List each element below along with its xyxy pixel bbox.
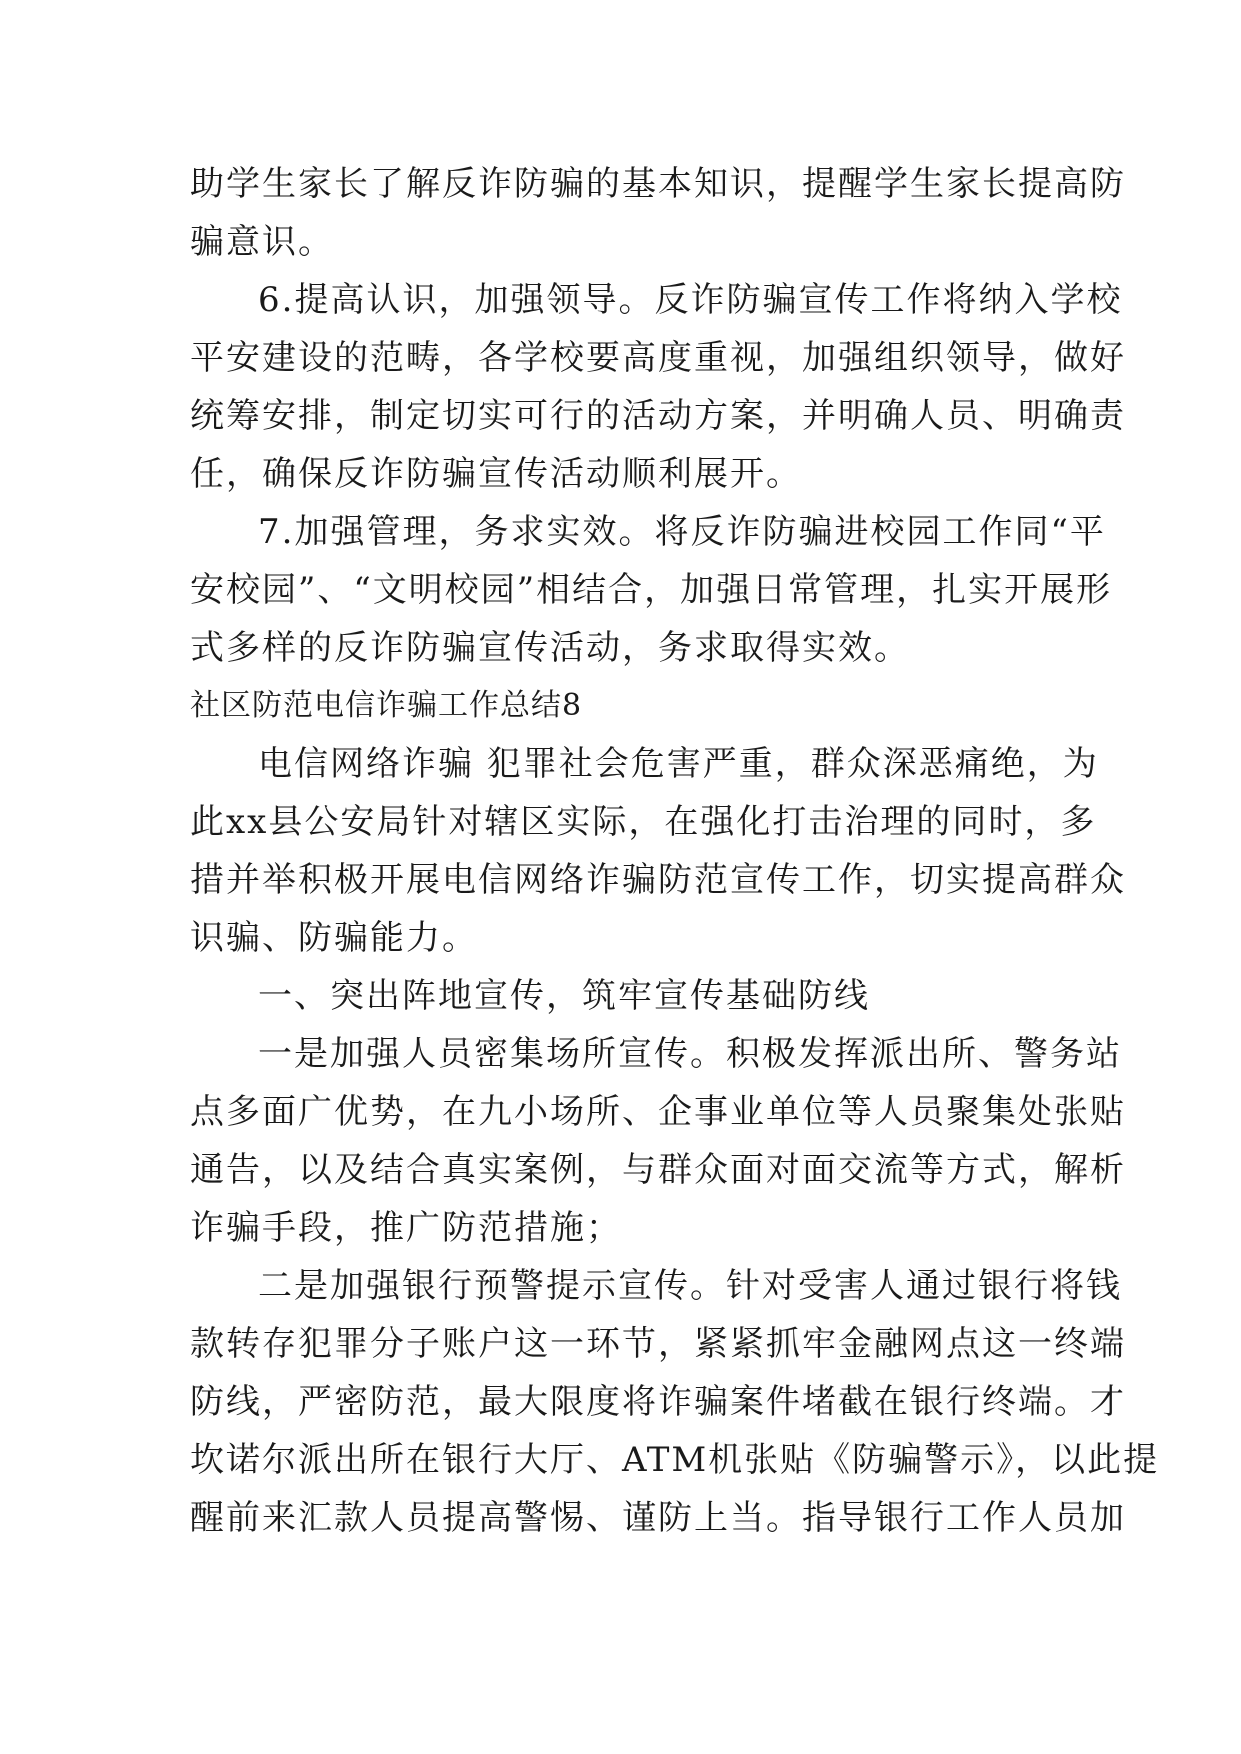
text-line: 平安建设的范畴，各学校要高度重视，加强组织领导，做好 <box>190 338 1126 378</box>
text-line: 助学生家长了解反诈防骗的基本知识，提醒学生家长提高防 <box>190 164 1126 204</box>
text-line: 款转存犯罪分子账户这一环节，紧紧抓牢金融网点这一终端 <box>190 1324 1126 1364</box>
text-line: 6.提高认识，加强领导。反诈防骗宣传工作将纳入学校 <box>258 280 1123 320</box>
text-line: 骗意识。 <box>190 222 334 262</box>
text-line: 任，确保反诈防骗宣传活动顺利展开。 <box>190 454 802 494</box>
section-heading: 社区防范电信诈骗工作总结8 <box>190 688 583 723</box>
text-line: 通告，以及结合真实案例，与群众面对面交流等方式，解析 <box>190 1150 1126 1190</box>
text-line: 点多面广优势，在九小场所、企事业单位等人员聚集处张贴 <box>190 1092 1126 1132</box>
text-line: 7.加强管理，务求实效。将反诈防骗进校园工作同“平 <box>258 512 1106 552</box>
text-line: 安校园”、“文明校园”相结合，加强日常管理，扎实开展形 <box>190 570 1113 610</box>
subsection-heading: 一、突出阵地宣传，筑牢宣传基础防线 <box>258 976 870 1016</box>
text-line: 一是加强人员密集场所宣传。积极发挥派出所、警务站 <box>258 1034 1122 1074</box>
text-line: 防线，严密防范，最大限度将诈骗案件堵截在银行终端。才 <box>190 1382 1126 1422</box>
text-line: 统筹安排，制定切实可行的活动方案，并明确人员、明确责 <box>190 396 1126 436</box>
text-line: 诈骗手段，推广防范措施； <box>190 1208 622 1248</box>
text-line: 式多样的反诈防骗宣传活动，务求取得实效。 <box>190 628 910 668</box>
text-line: 措并举积极开展电信网络诈骗防范宣传工作，切实提高群众 <box>190 860 1126 900</box>
text-line: 此xx县公安局针对辖区实际，在强化打击治理的同时，多 <box>190 802 1097 842</box>
text-line: 二是加强银行预警提示宣传。针对受害人通过银行将钱 <box>258 1266 1122 1306</box>
text-line: 醒前来汇款人员提高警惕、谨防上当。指导银行工作人员加 <box>190 1498 1126 1538</box>
text-line: 识骗、防骗能力。 <box>190 918 478 958</box>
text-line: 坎诺尔派出所在银行大厅、ATM机张贴《防骗警示》，以此提 <box>190 1440 1160 1480</box>
document-body <box>190 155 1160 1547</box>
text-line: 电信网络诈骗 犯罪社会危害严重，群众深恶痛绝，为 <box>258 744 1099 784</box>
